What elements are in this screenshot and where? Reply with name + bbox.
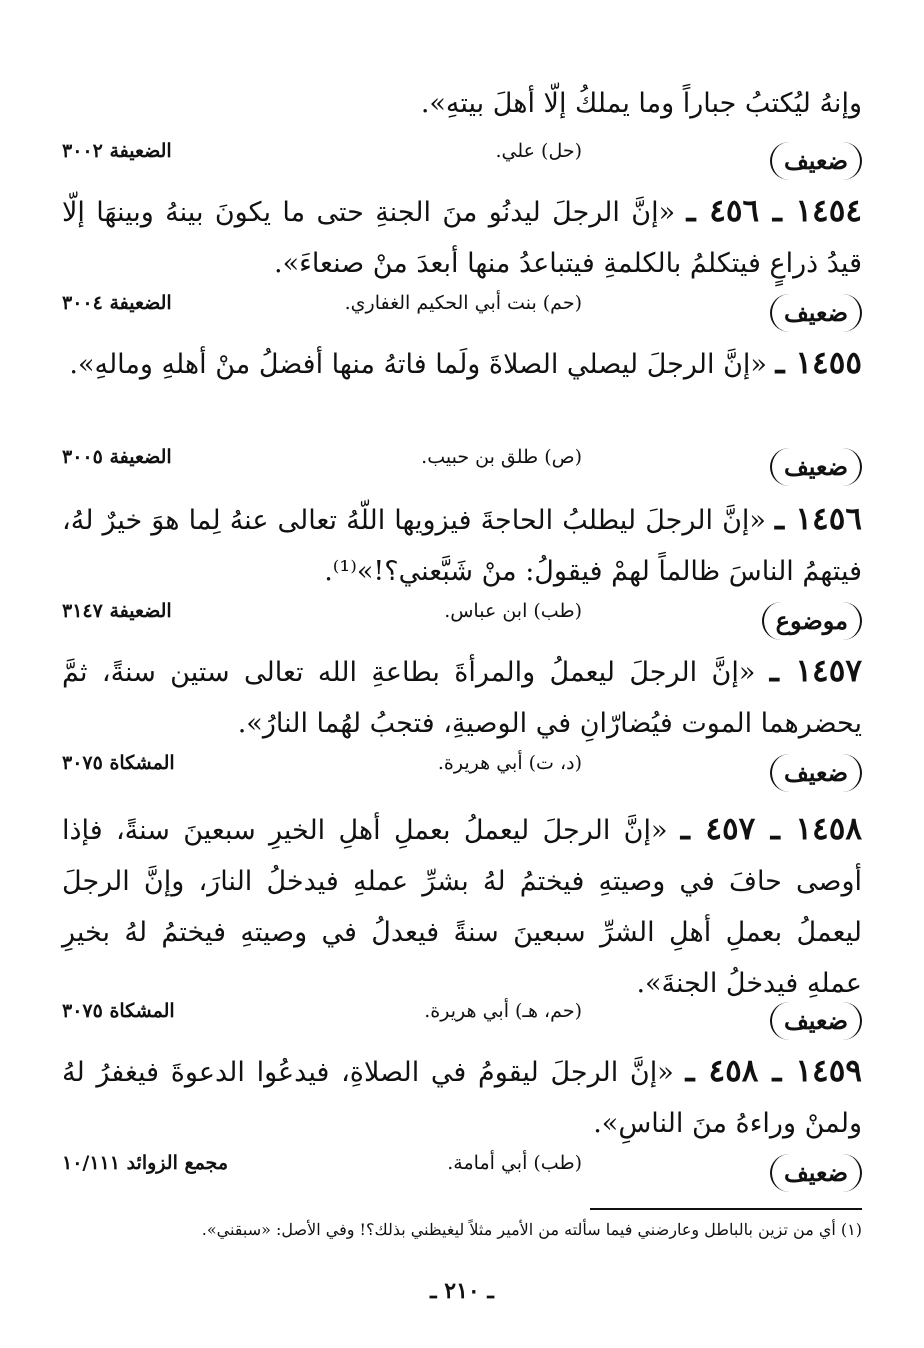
footnote-divider	[590, 1208, 862, 1210]
hadith-meta	[62, 998, 862, 1044]
source-citation: (د، ت) أبي هريرة.	[437, 752, 582, 774]
hadith-number: ١٤٥٤ ـ ٤٥٦ ـ	[686, 193, 863, 229]
hadith-text: ١٤٥٤ ـ ٤٥٦ ـ «إنَّ الرجلَ ليدنُو منَ الجنةِ حتى ما يكونَ بينهُ وبينهَا إلّا قيدُ ذراعٍ فيتكلمُ بالكلمةِ فيتباعدُ منها أبعدَ منْ صنعاءَ».	[62, 193, 863, 279]
hadith-meta	[62, 750, 862, 796]
grade-label: ضعيف	[770, 142, 862, 180]
hadith-number: ١٤٥٦ ـ	[775, 501, 862, 537]
grade-label: ضعيف	[770, 448, 862, 486]
hadith-number: ١٤٥٥ ـ	[775, 345, 862, 381]
reference: المشكاة ٣٠٧٥	[62, 752, 175, 774]
hadith-meta	[62, 444, 862, 490]
hadith-text: ١٤٥٥ ـ «إنَّ الرجلَ ليصلي الصلاةَ ولَما فاتهُ منها أفضلُ منْ أهلهِ ومالهِ».	[69, 345, 862, 381]
hadith-text: ١٤٥٩ ـ ٤٥٨ ـ «إنَّ الرجلَ ليقومُ في الصلاةِ، فيدعُوا الدعوةَ فيغفرُ لهُ ولمنْ وراءهُ منَ الناسِ».	[62, 1053, 862, 1139]
source-citation: (حل) علي.	[495, 140, 582, 162]
footnote: (١) أي من تزين بالباطل وعارضني فيما سألته من الأمير مثلاً ليغيظني بذلك؟! وفي الأصل: «سبقني».	[201, 1220, 862, 1239]
reference: مجمع الزوائد ١٠/١١١	[62, 1152, 229, 1174]
grade-label: موضوع	[762, 602, 862, 640]
reference: المشكاة ٣٠٧٥	[62, 1000, 175, 1022]
source-citation: (طب) ابن عباس.	[444, 600, 582, 622]
reference: الضعيفة ٣٠٠٢	[62, 140, 172, 162]
grade-label: ضعيف	[770, 1002, 862, 1040]
grade-label: ضعيف	[770, 1154, 862, 1192]
hadith-meta	[62, 598, 862, 644]
page-number: ـ ٢١٠ ـ	[430, 1278, 494, 1304]
hadith-number: ١٤٥٨ ـ ٤٥٧ ـ	[680, 811, 862, 847]
reference: الضعيفة ٣٠٠٥	[62, 446, 172, 468]
hadith-meta	[62, 290, 862, 336]
source-citation: (حم، هـ) أبي هريرة.	[424, 1000, 582, 1022]
hadith-text: ١٤٥٧ ـ «إنَّ الرجلَ ليعملُ والمرأةَ بطاعةِ الله تعالى ستين سنةً، ثمَّ يحضرهما الموت فيُضارّانِ في الوصيةِ، فتجبُ لهُما النارُ».	[62, 653, 863, 739]
hadith-text: وإنهُ ليُكتبُ جباراً وما يملكُ إلّا أهلَ بيتهِ».	[420, 88, 862, 119]
source-citation: (حم) بنت أبي الحكيم الغفاري.	[344, 292, 582, 314]
hadith-text: ١٤٥٨ ـ ٤٥٧ ـ «إنَّ الرجلَ ليعملُ بعملِ أهلِ الخيرِ سبعينَ سنةً، فإذا أوصى حافَ في وصيتهِ فيختمُ لهُ بشرِّ عملهِ فيدخلُ النارَ، وإنَّ الرجلَ ليعملُ بعملِ أهلِ الشرِّ سبعينَ سنةً فيعدلُ في وصيتهِ فيختمُ لهُ بخيرِ عملهِ فيدخلُ الجنةَ».	[62, 811, 862, 999]
hadith-number: ١٤٥٩ ـ ٤٥٨ ـ	[685, 1053, 862, 1089]
source-citation: (طب) أبي أمامة.	[447, 1152, 582, 1174]
grade-label: ضعيف	[770, 754, 862, 792]
source-citation: (ص) طلق بن حبيب.	[421, 446, 582, 468]
hadith-number: ١٤٥٧ ـ	[769, 653, 863, 689]
reference: الضعيفة ٣٠٠٤	[62, 292, 172, 314]
reference: الضعيفة ٣١٤٧	[62, 600, 172, 622]
hadith-meta	[62, 138, 862, 184]
hadith-meta	[62, 1150, 862, 1196]
grade-label: ضعيف	[770, 294, 862, 332]
hadith-text: ١٤٥٦ ـ «إنَّ الرجلَ ليطلبُ الحاجةَ فيزويها اللّهُ تعالى عنهُ لِما هوَ خيرٌ لهُ، فيتهمُ الناسَ ظالماً لهمْ فيقولُ: منْ شَبَّعني؟!»⁽¹⁾.	[62, 501, 862, 587]
